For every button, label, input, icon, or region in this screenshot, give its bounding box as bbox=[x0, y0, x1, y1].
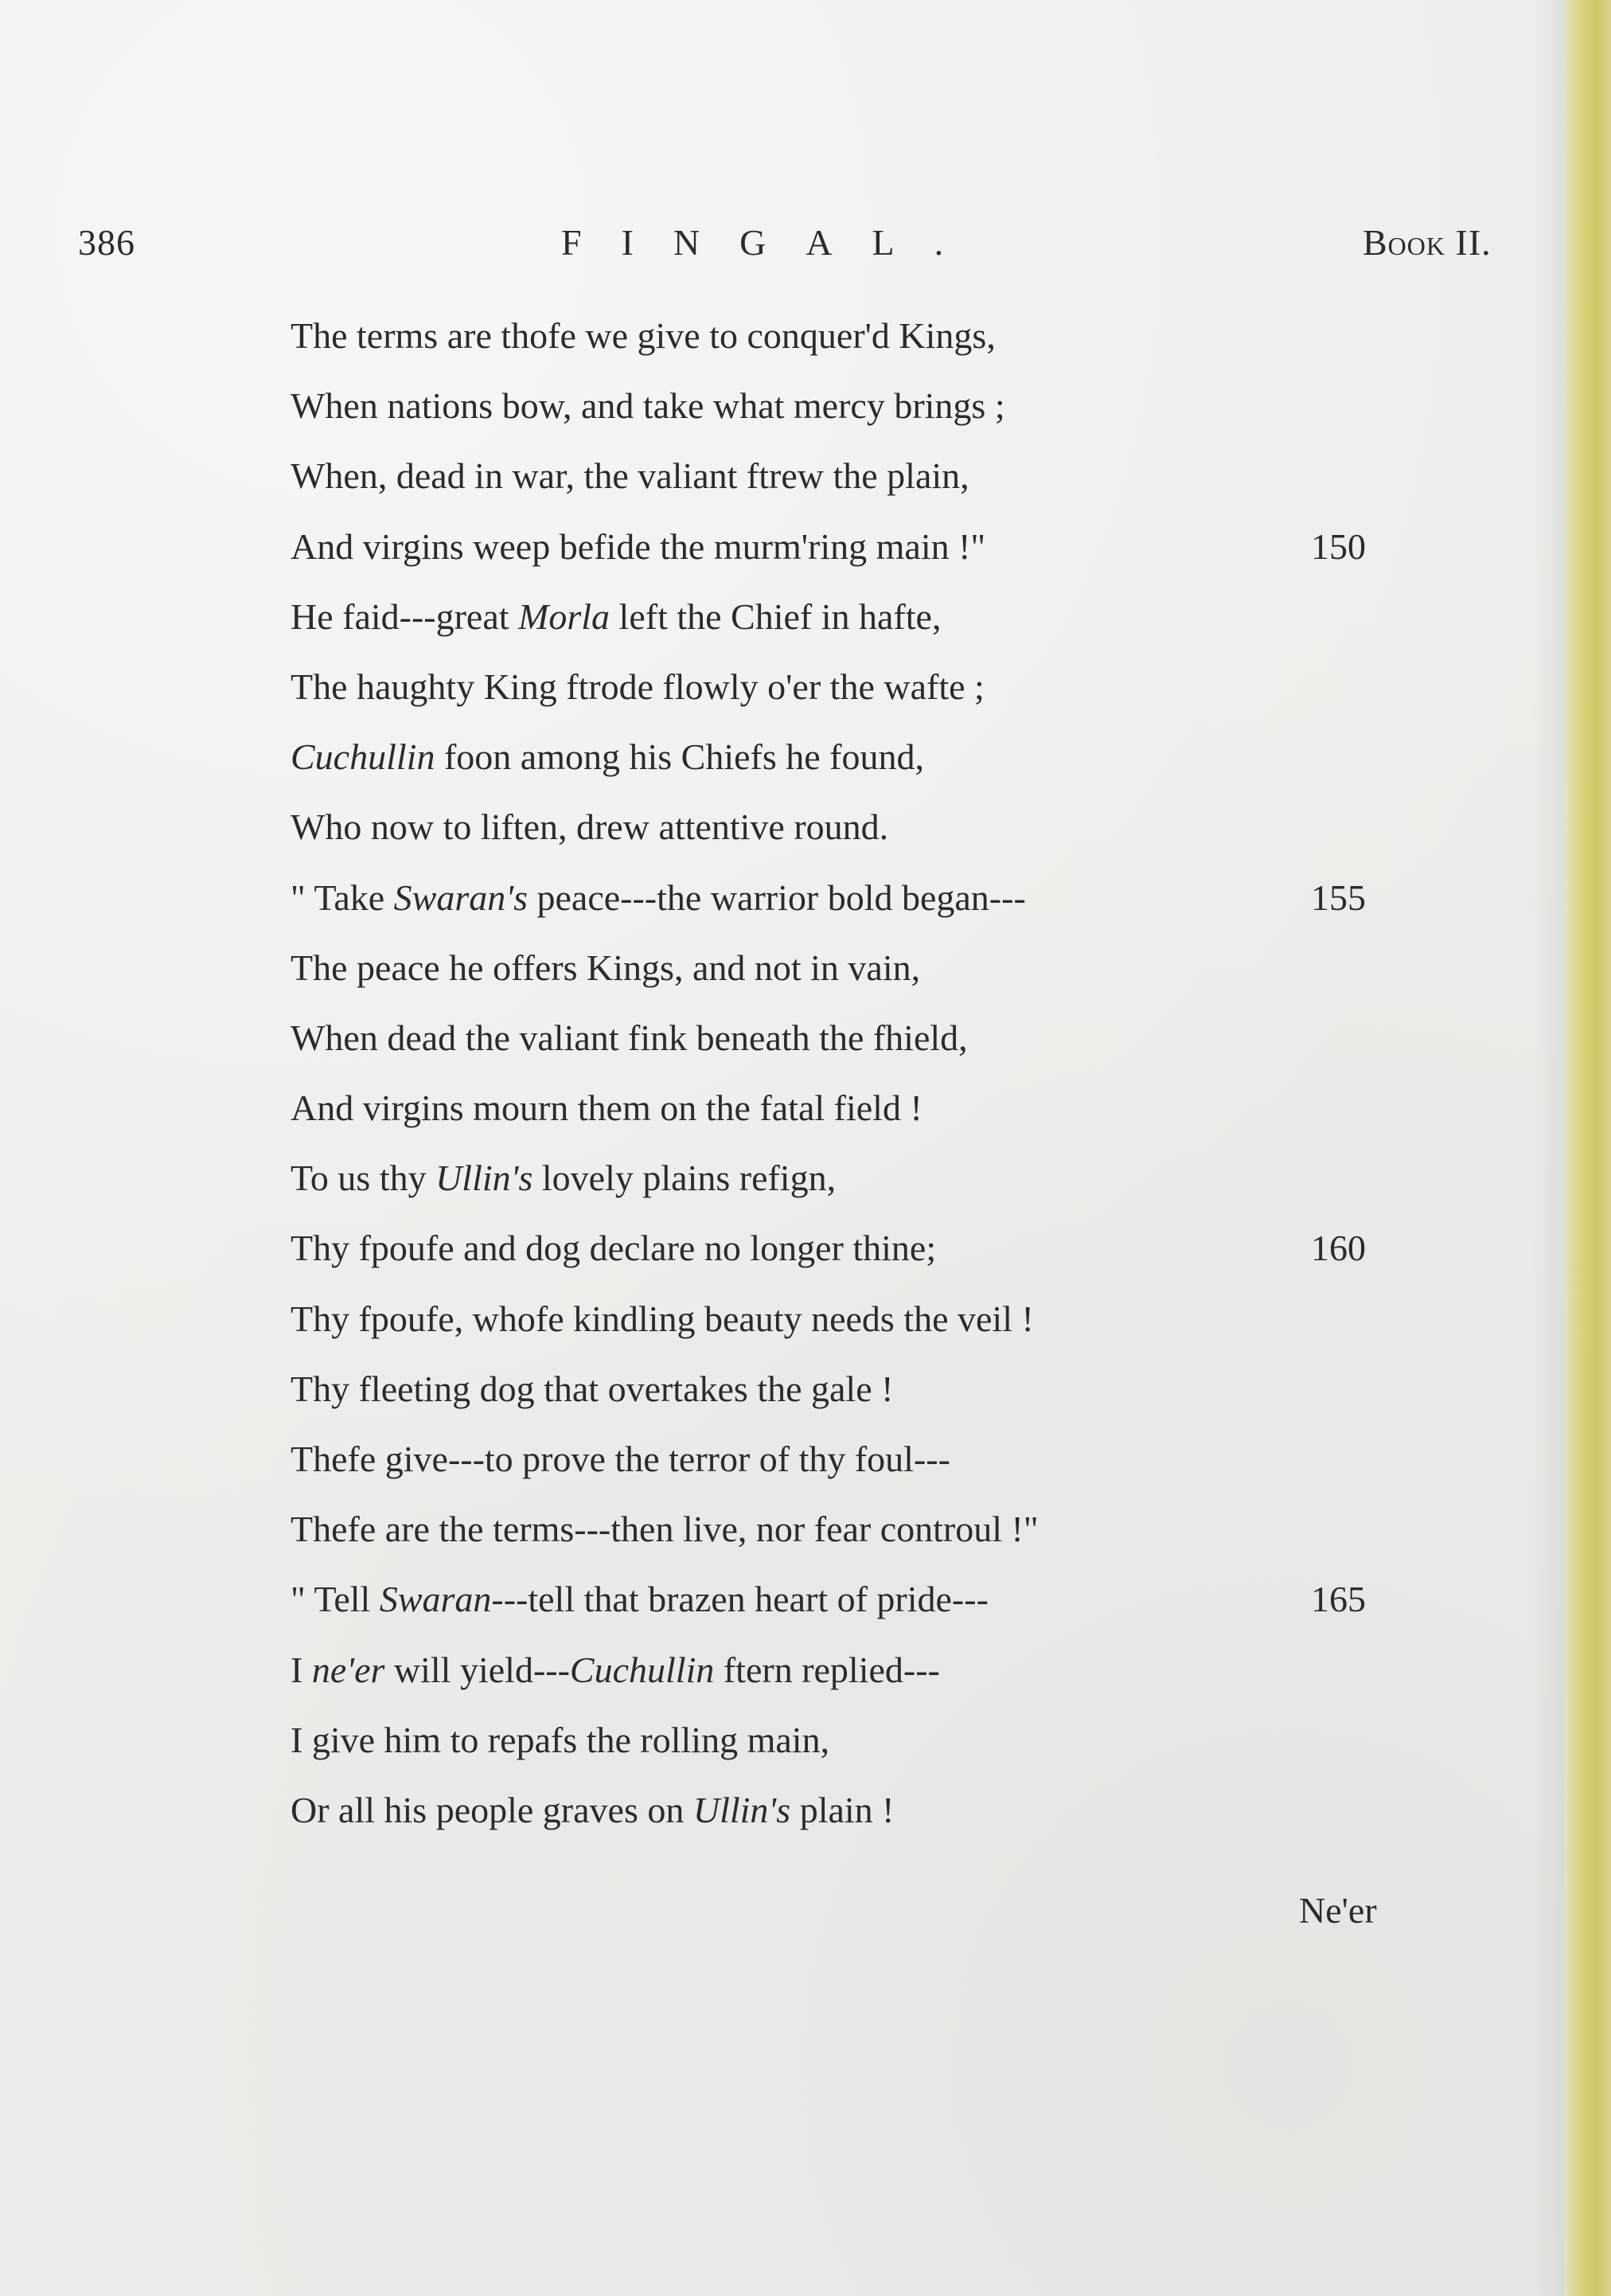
poem-line-text bbox=[291, 441, 969, 511]
poem-line-text bbox=[291, 1354, 893, 1424]
poem-line-text bbox=[291, 863, 1026, 933]
text-segment: ftern replied--- bbox=[714, 1649, 940, 1690]
italic-name: Cuchullin bbox=[569, 1649, 715, 1690]
poem-line bbox=[291, 1073, 1484, 1143]
catchword: Ne'er bbox=[1299, 1890, 1377, 1931]
poem-line bbox=[291, 582, 1484, 652]
running-head bbox=[0, 207, 1611, 279]
poem-line bbox=[291, 652, 1484, 722]
text-segment: Thy fleeting dog that overtakes the gale ! bbox=[291, 1368, 894, 1409]
poem-line bbox=[291, 722, 1484, 792]
poem-line bbox=[291, 1284, 1484, 1354]
poem-line bbox=[291, 1213, 1484, 1283]
poem-line bbox=[291, 1354, 1484, 1424]
poem-line-text bbox=[291, 1705, 829, 1775]
italic-name: Ullin's bbox=[692, 1789, 791, 1830]
poem-line-text bbox=[291, 1073, 923, 1143]
poem-line bbox=[291, 1775, 1484, 1845]
text-segment: I bbox=[291, 1649, 312, 1690]
line-number: 150 bbox=[1311, 525, 1366, 567]
poem-line bbox=[291, 301, 1484, 371]
line-number: 160 bbox=[1311, 1228, 1366, 1269]
poem-line-text bbox=[291, 301, 996, 371]
text-segment: " Take bbox=[291, 877, 394, 918]
book-label: Book II. bbox=[1363, 222, 1492, 263]
text-segment: will yield--- bbox=[384, 1649, 570, 1690]
italic-name: Swaran bbox=[379, 1579, 492, 1620]
poem-line-text bbox=[291, 1003, 968, 1073]
text-segment: foon among his Chiefs he found, bbox=[435, 736, 924, 778]
page-gutter-shadow bbox=[1533, 0, 1565, 2296]
poem-line-text bbox=[291, 1143, 836, 1213]
text-segment: Thefe are the terms---then live, nor fear controul !" bbox=[291, 1509, 1039, 1550]
poem-line-text bbox=[291, 792, 888, 862]
text-segment: " Tell bbox=[291, 1579, 380, 1620]
poem-line bbox=[291, 512, 1484, 582]
italic-name: ne'er bbox=[311, 1649, 385, 1690]
text-segment: plain ! bbox=[790, 1789, 895, 1830]
text-segment: He faid---great bbox=[291, 595, 519, 637]
text-segment: I give him to repafs the rolling main, bbox=[291, 1719, 830, 1760]
page-number: 386 bbox=[78, 222, 135, 263]
text-segment: When dead the valiant fink beneath the fhield, bbox=[291, 1017, 968, 1058]
poem-line-text bbox=[291, 582, 941, 652]
text-segment: Thy fpoufe and dog declare no longer thine; bbox=[291, 1228, 937, 1269]
text-segment: And virgins mourn them on the fatal field ! bbox=[291, 1087, 923, 1129]
poem-line bbox=[291, 1564, 1484, 1634]
text-segment: Thy fpoufe, whofe kindling beauty needs the veil ! bbox=[291, 1298, 1034, 1339]
page-edge-strip bbox=[1565, 0, 1611, 2296]
poem-line bbox=[291, 1705, 1484, 1775]
poem-line bbox=[291, 1003, 1484, 1073]
italic-name: Morla bbox=[518, 595, 610, 637]
poem-line bbox=[291, 933, 1484, 1003]
italic-name: Swaran's bbox=[393, 877, 528, 918]
poem-line bbox=[291, 441, 1484, 511]
running-title: FINGAL. bbox=[561, 222, 984, 263]
poem-line-text bbox=[291, 1213, 936, 1283]
text-segment: left the Chief in hafte, bbox=[610, 595, 942, 637]
poem-line bbox=[291, 1494, 1484, 1564]
italic-name: Ullin's bbox=[435, 1158, 533, 1199]
poem-line-text bbox=[291, 1635, 940, 1705]
text-segment: Or all his people graves on bbox=[291, 1789, 693, 1830]
text-segment: The terms are thofe we give to conquer'd Kings, bbox=[291, 315, 996, 356]
poem-line-text bbox=[291, 1494, 1039, 1564]
poem-line bbox=[291, 1635, 1484, 1705]
poem-line-text bbox=[291, 933, 920, 1003]
text-segment: When, dead in war, the valiant ftrew the plain, bbox=[291, 455, 969, 497]
text-segment: To us thy bbox=[291, 1158, 436, 1199]
poem-line-text bbox=[291, 512, 985, 582]
text-segment: The haughty King ftrode flowly o'er the wafte ; bbox=[291, 666, 985, 707]
poem-line-text bbox=[291, 371, 1005, 441]
poem-line-text bbox=[291, 1284, 1034, 1354]
poem-line bbox=[291, 792, 1484, 862]
line-number: 165 bbox=[1311, 1579, 1366, 1620]
text-segment: peace---the warrior bold began--- bbox=[528, 877, 1026, 918]
text-segment: The peace he offers Kings, and not in vain, bbox=[291, 947, 921, 988]
poem-text bbox=[291, 301, 1484, 1845]
poem-line bbox=[291, 863, 1484, 933]
text-segment: When nations bow, and take what mercy brings ; bbox=[291, 385, 1005, 427]
poem-line bbox=[291, 371, 1484, 441]
text-segment: ---tell that brazen heart of pride--- bbox=[491, 1579, 989, 1620]
text-segment: Who now to liften, drew attentive round. bbox=[291, 806, 889, 848]
poem-line bbox=[291, 1424, 1484, 1494]
text-segment: Thefe give---to prove the terror of thy foul--- bbox=[291, 1439, 950, 1479]
text-segment: And virgins weep befide the murm'ring main !" bbox=[291, 525, 986, 567]
poem-line-text bbox=[291, 1424, 950, 1494]
italic-name: Cuchullin bbox=[291, 736, 435, 778]
poem-line-text bbox=[291, 722, 924, 792]
poem-line-text bbox=[291, 1564, 989, 1634]
poem-line-text bbox=[291, 1775, 894, 1845]
poem-line-text bbox=[291, 652, 985, 722]
poem-line bbox=[291, 1143, 1484, 1213]
text-segment: lovely plains refign, bbox=[532, 1158, 837, 1199]
line-number: 155 bbox=[1311, 877, 1366, 918]
